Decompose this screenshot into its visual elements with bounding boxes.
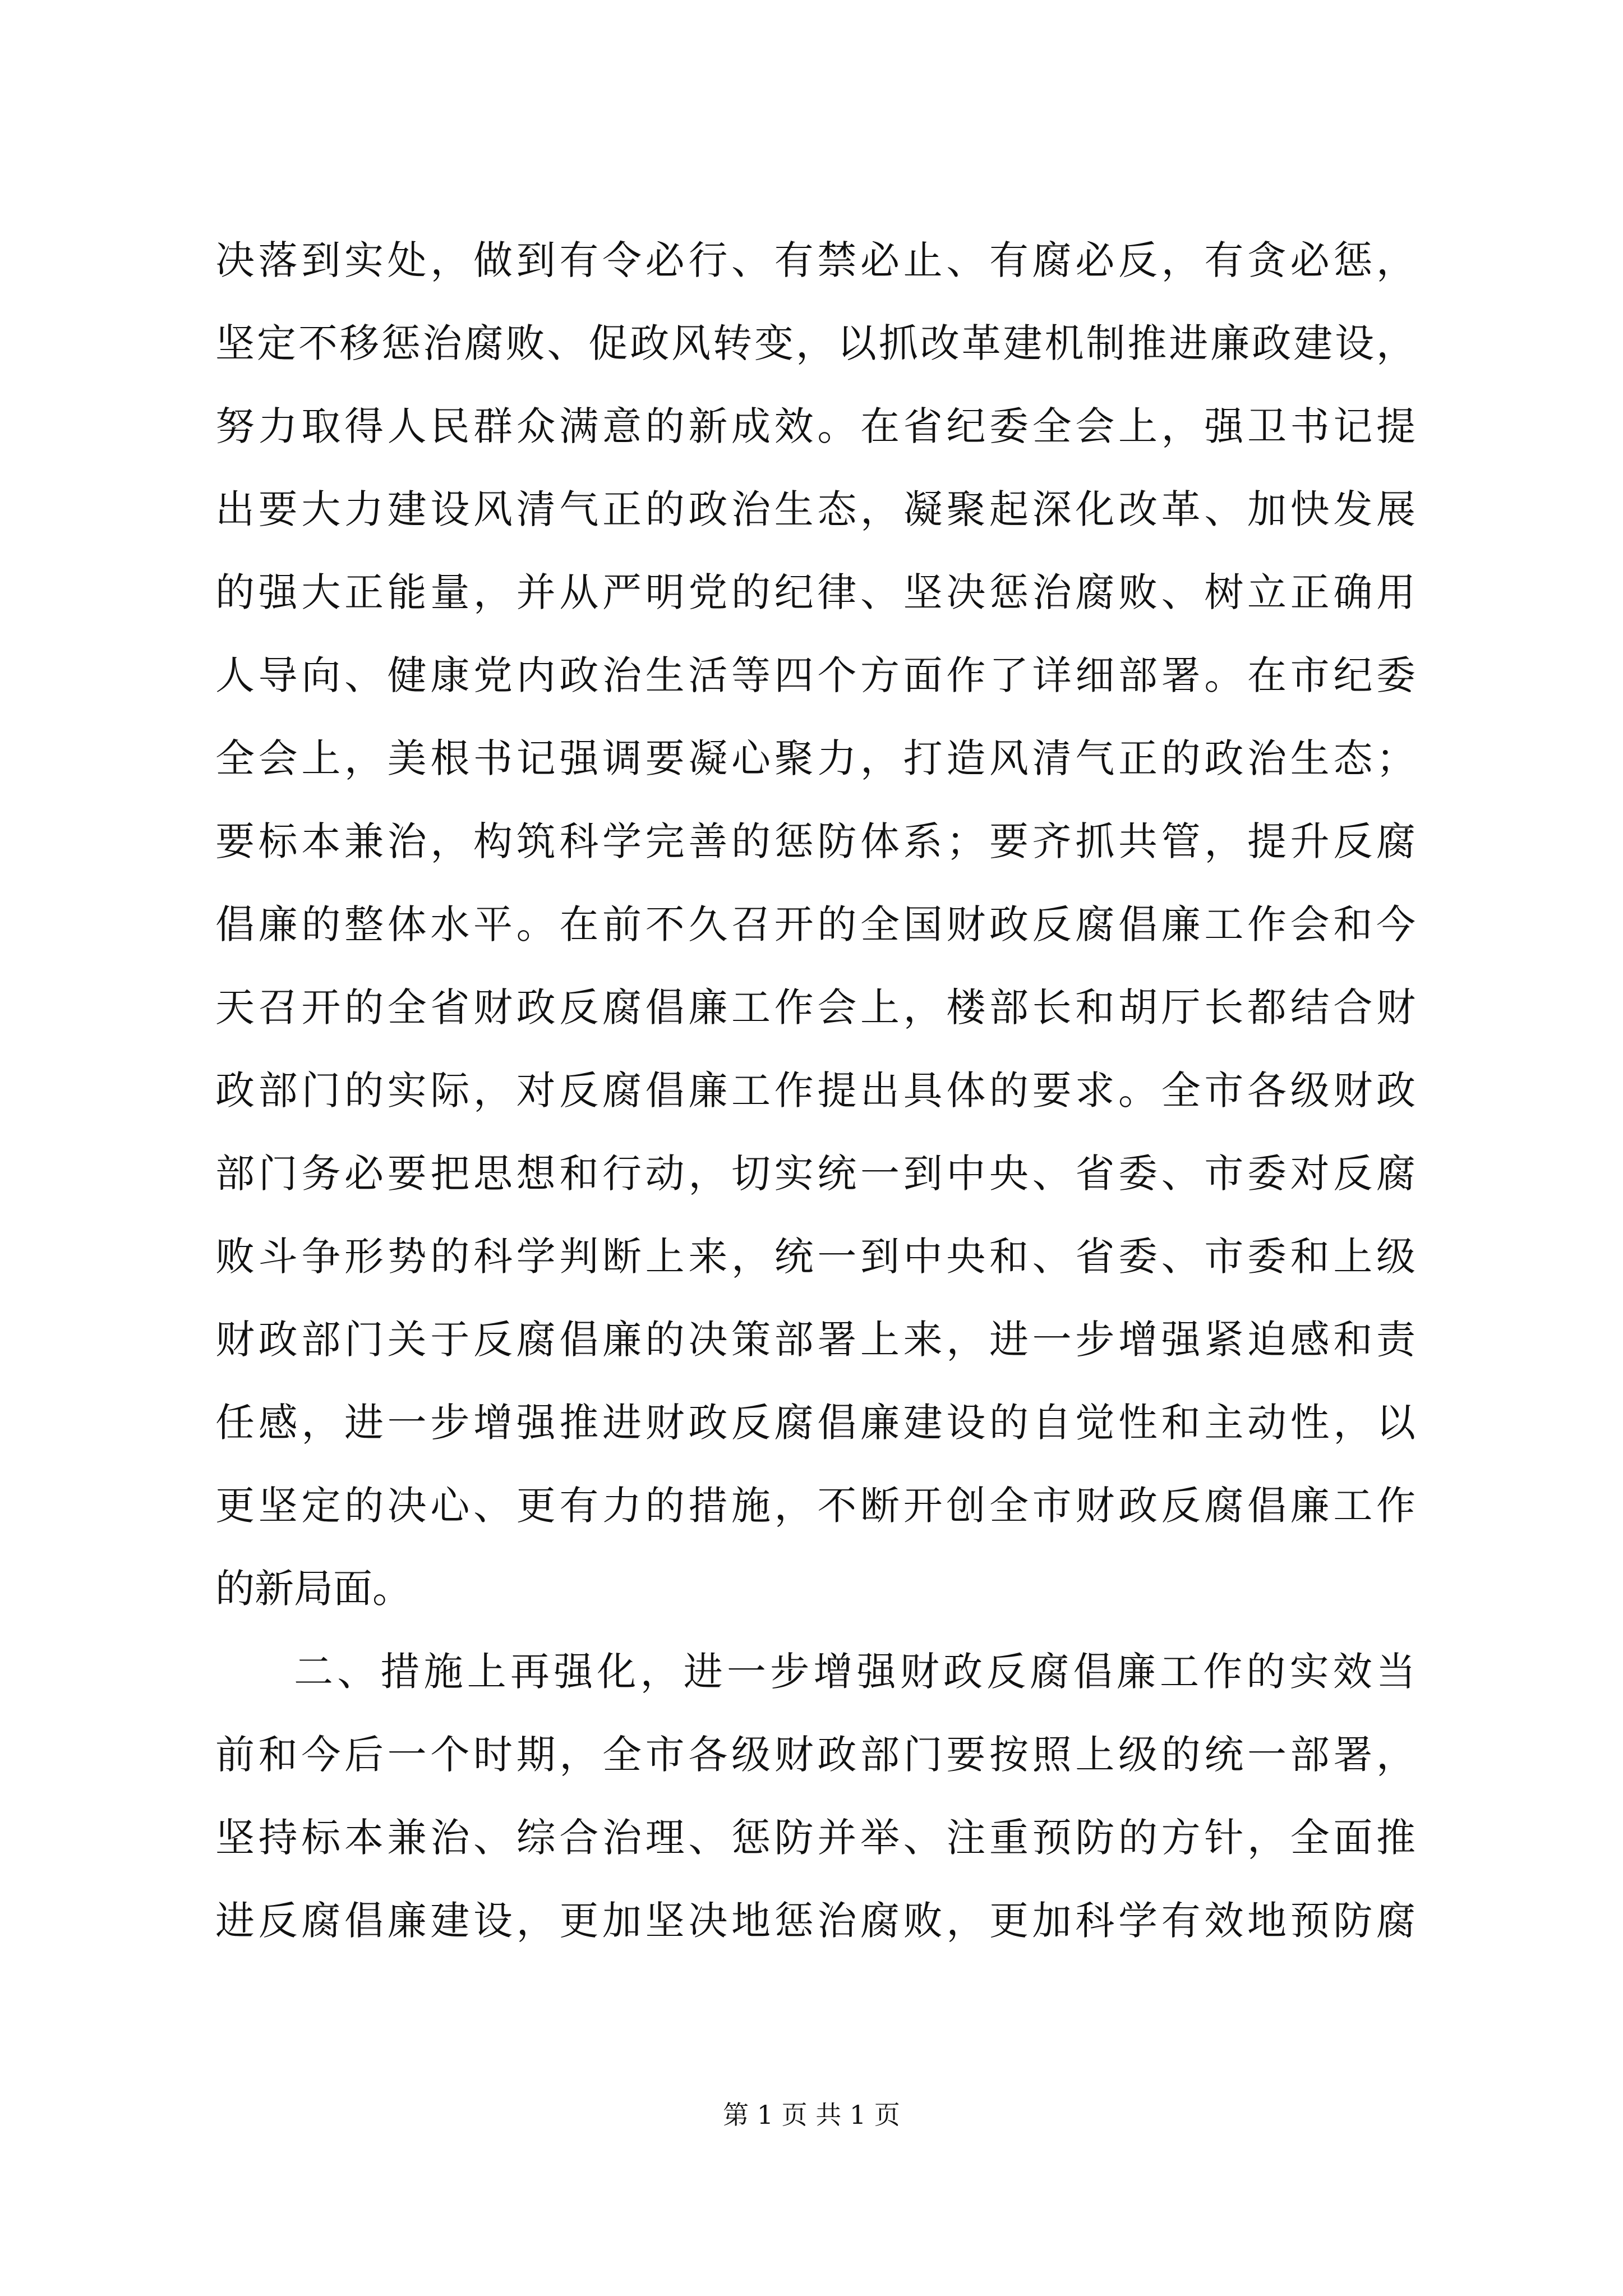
text-line: 败斗争形势的科学判断上来，统一到中央和、省委、市委和上级	[215, 1234, 1415, 1280]
section-heading-line: 二、措施上再强化，进一步增强财政反腐倡廉工作的实效当	[294, 1649, 1415, 1695]
text-line: 人导向、健康党内政治生活等四个方面作了详细部署。在市纪委	[215, 652, 1415, 698]
text-line: 坚持标本兼治、综合治理、惩防并举、注重预防的方针，全面推	[215, 1815, 1415, 1861]
text-line: 坚定不移惩治腐败、促政风转变，以抓改革建机制推进廉政建设，	[215, 320, 1415, 366]
text-line: 努力取得人民群众满意的新成效。在省纪委全会上，强卫书记提	[215, 403, 1415, 449]
text-line: 部门务必要把思想和行动，切实统一到中央、省委、市委对反腐	[215, 1151, 1415, 1197]
text-line: 更坚定的决心、更有力的措施，不断开创全市财政反腐倡廉工作	[215, 1483, 1415, 1529]
text-line: 财政部门关于反腐倡廉的决策部署上来，进一步增强紧迫感和责	[215, 1317, 1415, 1363]
text-line: 出要大力建设风清气正的政治生态，凝聚起深化改革、加快发展	[215, 486, 1415, 532]
text-line: 要标本兼治，构筑科学完善的惩防体系；要齐抓共管，提升反腐	[215, 818, 1415, 864]
text-line: 的强大正能量，并从严明党的纪律、坚决惩治腐败、树立正确用	[215, 569, 1415, 615]
text-line: 进反腐倡廉建设，更加坚决地惩治腐败，更加科学有效地预防腐	[215, 1898, 1415, 1944]
document-body	[215, 219, 1415, 1962]
text-line: 倡廉的整体水平。在前不久召开的全国财政反腐倡廉工作会和今	[215, 901, 1415, 947]
paragraph-end-line: 的新局面。	[215, 1566, 412, 1612]
text-line: 任感，进一步增强推进财政反腐倡廉建设的自觉性和主动性，以	[215, 1400, 1415, 1446]
page-number-footer: 第 1 页 共 1 页	[723, 2100, 900, 2130]
text-line: 全会上，美根书记强调要凝心聚力，打造风清气正的政治生态；	[215, 735, 1415, 781]
text-line: 政部门的实际，对反腐倡廉工作提出具体的要求。全市各级财政	[215, 1068, 1415, 1114]
text-line: 天召开的全省财政反腐倡廉工作会上，楼部长和胡厅长都结合财	[215, 984, 1415, 1030]
text-line: 前和今后一个时期，全市各级财政部门要按照上级的统一部署，	[215, 1732, 1415, 1778]
text-line: 决落到实处，做到有令必行、有禁必止、有腐必反，有贪必惩，	[215, 237, 1415, 283]
